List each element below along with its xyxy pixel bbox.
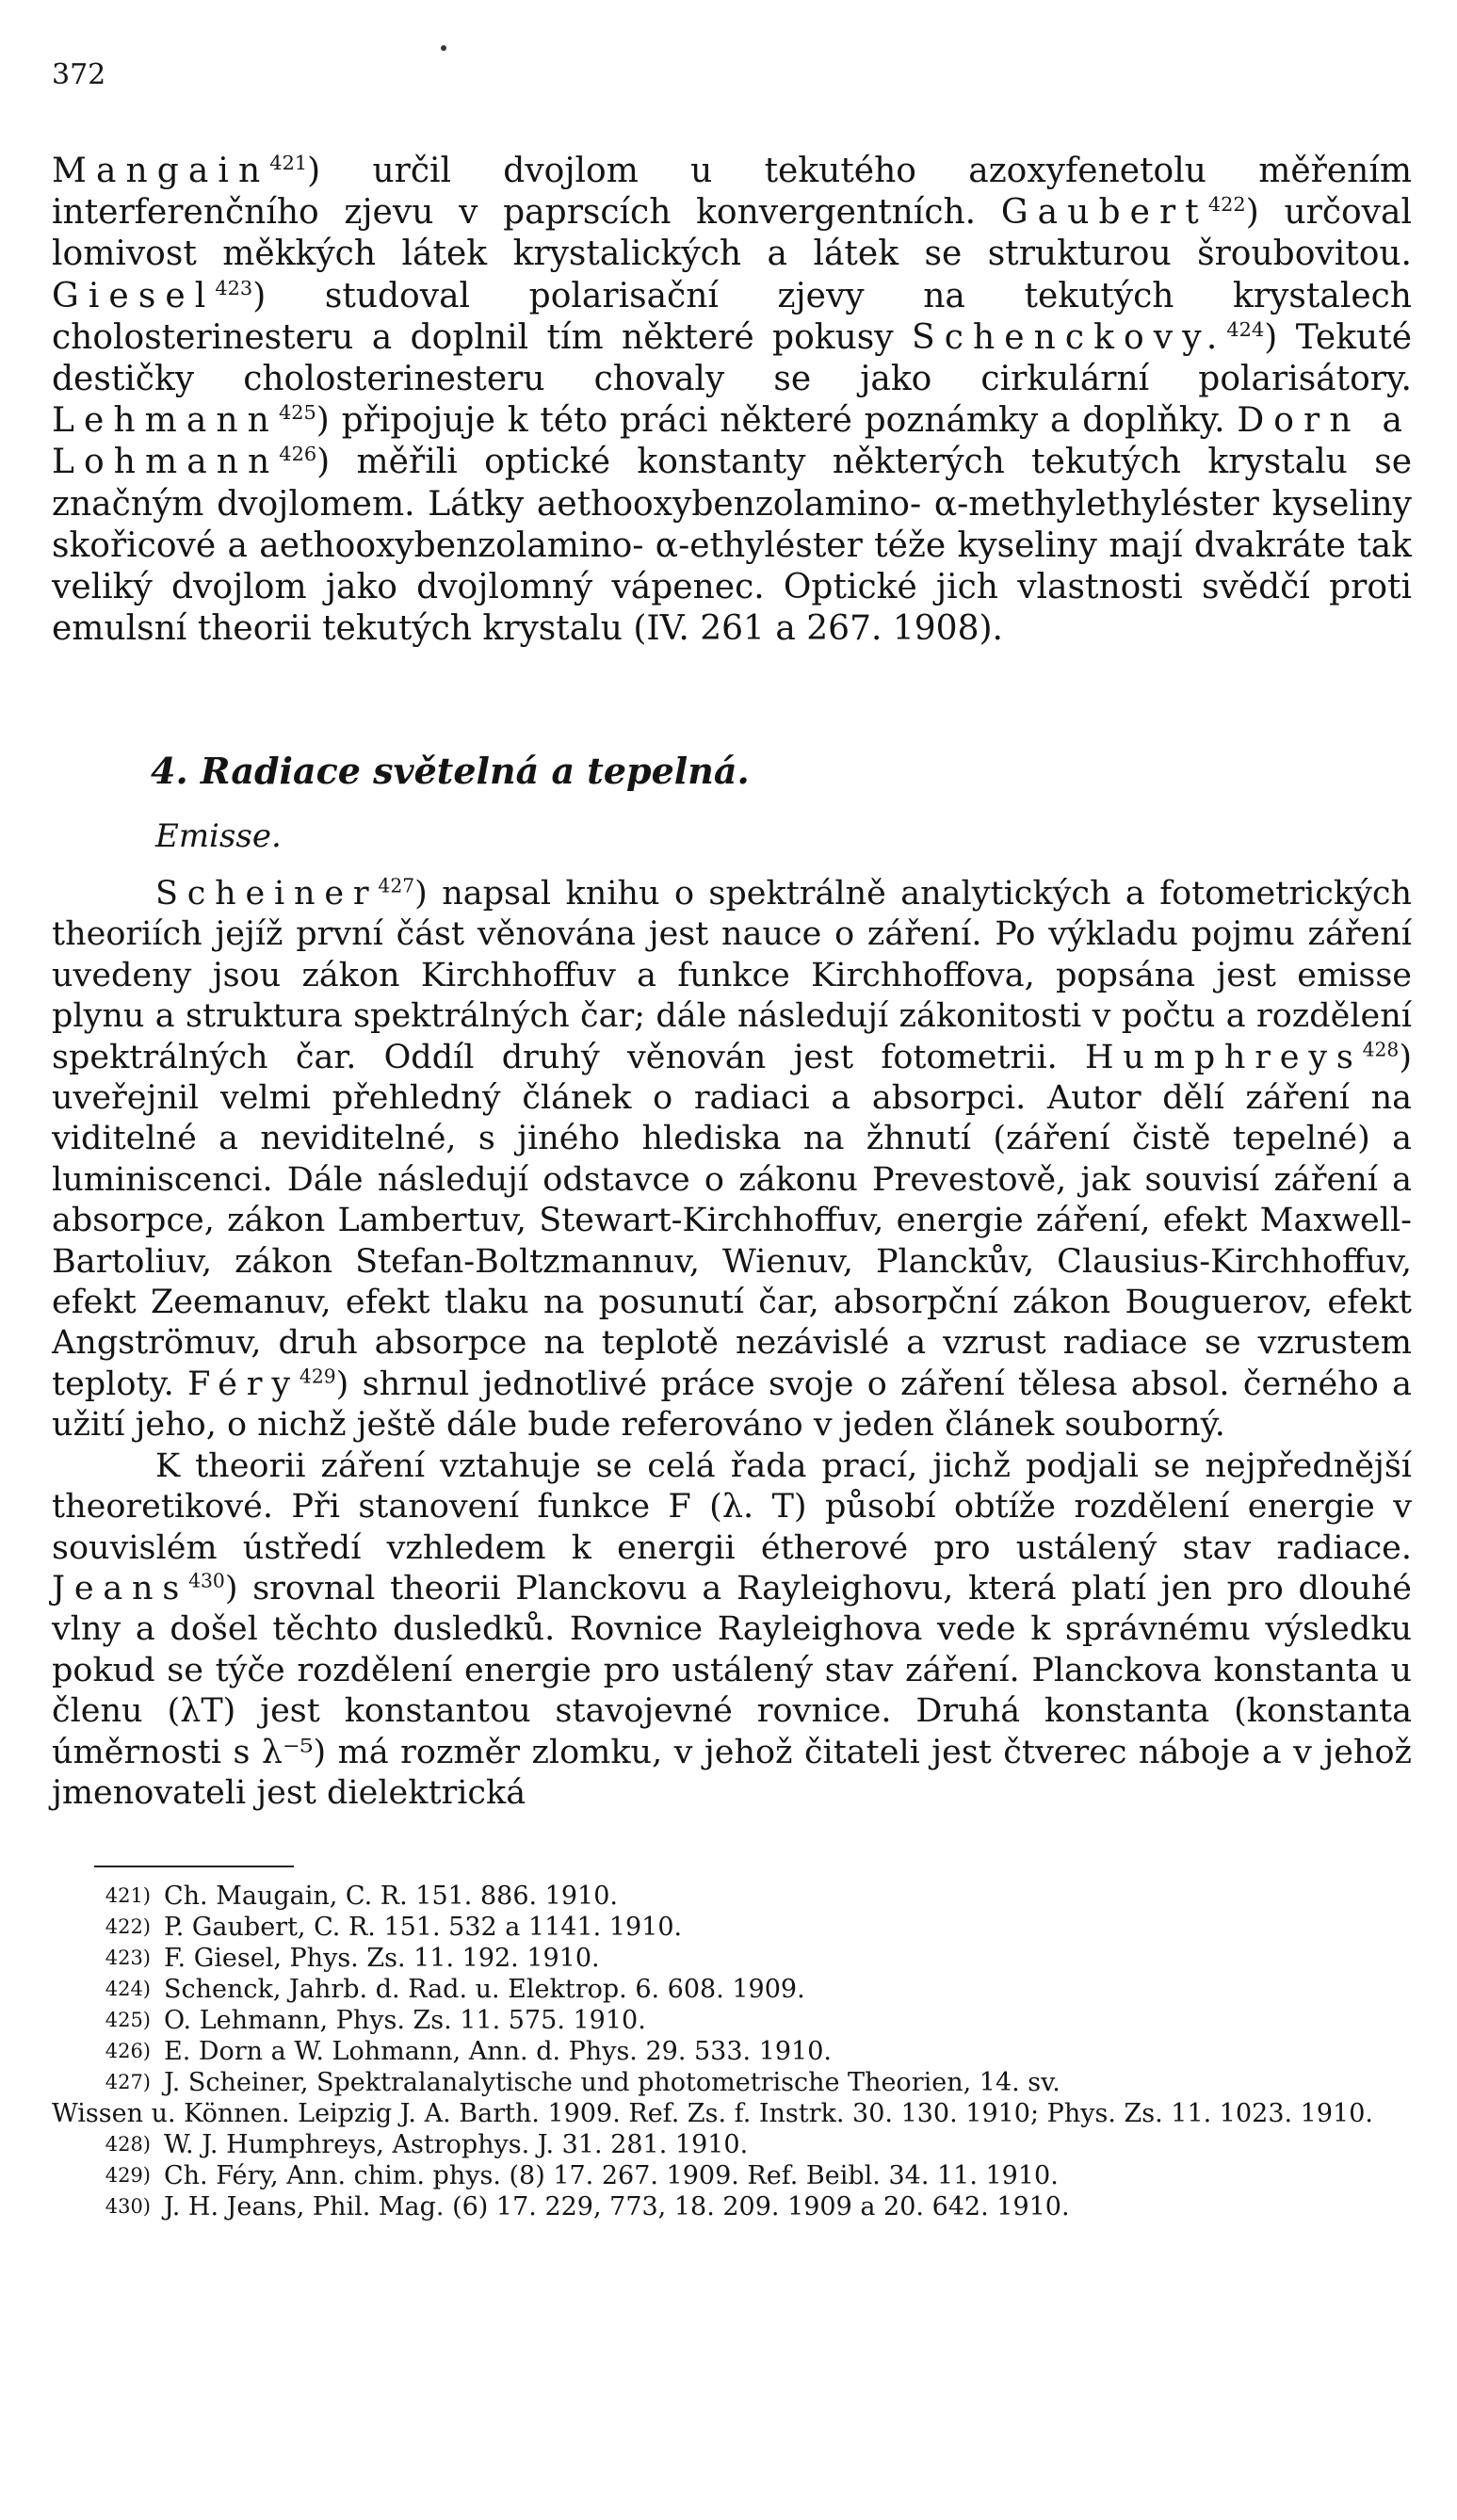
section-heading: 4. Radiace světelná a tepelná. [151, 750, 750, 792]
footnote-continuation: Wissen u. Können. Leipzig J. A. Barth. 1909. Ref. Zs. f. Instrk. 30. 130. 1910; Phys. Zs. 11. 1023. 1910. [52, 2099, 1373, 2128]
footnote [52, 1943, 1412, 1974]
author-name: Gaubert [1000, 193, 1208, 233]
footnote [52, 1881, 1412, 1912]
sentence: ) Tekuté destičky cholosterinesteru chovaly se jako cirkulární polarisátory. [52, 317, 1413, 399]
paragraph-2 [52, 874, 1412, 1446]
footnote-number: 424) [105, 1978, 151, 2000]
footnote-text: J. H. Jeans, Phil. Mag. (6) 17. 229, 773, 18. 209. 1909 a 20. 642. 1910. [164, 2192, 1070, 2221]
footnote-ref: 427 [378, 874, 415, 897]
sentence: ) uveřejnil velmi přehledný článek o radiaci a absorpci. Autor dělí záření na viditelné a neviditelné, s jiného hlediska na žhnutí (záření čistě tepelné) a luminiscenci. Dále následují odstavce o zákonu Prevestově, jak souvisí záření a absorpce, zákon Lambertuv, Stewart-Kirchhoffuv, energie záření, efekt Maxwell-Bartoliuv, zákon Stefan-Boltzmannuv, Wienuv, Planckův, Clausius-Kirchhoffuv, efekt Zeemanuv, efekt tlaku na posunutí čar, absorpční zákon Bouguerov, efekt Angströmuv, druh absorpce na teplotě nezávislé a vzrust radiace se vzrustem teploty. [52, 1038, 1412, 1403]
footnote-text: F. Giesel, Phys. Zs. 11. 192. 1910. [164, 1944, 600, 1973]
sentence: ) měřili optické konstanty některých tekutých krystalu se značným dvojlomem. Látky aethooxybenzolamino- α-methylethyléster kyseliny skořicové a aethooxybenzolamino- α-ethyléster téže kyseliny mají dvakráte tak veliký dvojlom jako dvojlomný vápenec. Optické jich vlastnosti svědčí proti emulsní theorii tekutých krystalu (IV. 261 a 267. 1908). [52, 443, 1412, 649]
footnote [52, 2005, 1412, 2036]
footnote-number: 425) [105, 2009, 151, 2031]
footnote [52, 2129, 1412, 2160]
sentence: ) určoval lomivost měkkých látek krystalických a látek se strukturou šroubovitou. [52, 193, 1412, 274]
footnote-number: 422) [105, 1915, 151, 1938]
sentence: ) připojuje k této práci některé poznámky a doplňky. [316, 401, 1225, 441]
footnote-divider [94, 1866, 294, 1867]
footnote-number: 427) [105, 2071, 151, 2093]
footnote-text: W. J. Humphreys, Astrophys. J. 31. 281. 1910. [164, 2130, 749, 2159]
sentence: ) studoval polarisační zjevy na tekutých krystalech cholosterinesteru a doplnil tím některé pokusy [52, 276, 1412, 357]
footnote-ref: 426 [279, 443, 317, 466]
author-name: Lehmann [52, 401, 279, 441]
footnote-number: 426) [105, 2040, 151, 2062]
footnote [52, 2191, 1412, 2222]
footnote-text: Schenck, Jahrb. d. Rad. u. Elektrop. 6. 608. 1909. [164, 1975, 805, 2004]
footnote-ref: 429 [299, 1365, 336, 1388]
footnote [52, 2036, 1412, 2067]
paragraph-1 [52, 151, 1412, 650]
footnote [52, 2067, 1412, 2098]
sentence: ) srovnal theorii Planckovu a Rayleighovu, která platí jen pro dlouhé vlny a došel těchto dusledků. Rovnice Rayleighova vede k správnému výsledku pokud se týče rozdělení energie pro ustálený stav záření. Planckova konstanta u členu (λT) jest konstantou stavojevné rovnice. Druhá konstanta (konstanta úměrnosti s λ⁻⁵) má rozměr zlomku, v jehož čitateli jest čtverec náboje a v jehož jmenovateli jest dielektrická [52, 1569, 1412, 1812]
footnote-ref: 422 [1207, 193, 1246, 217]
author-name: Féry [187, 1365, 299, 1403]
footnote-text: E. Dorn a W. Lohmann, Ann. d. Phys. 29. 533. 1910. [164, 2037, 832, 2066]
author-name: Schenckovy. [912, 317, 1227, 357]
sentence: ) určil dvojlom u tekutého azoxyfenetolu měřením interferenčního zjevu v paprscích konvergentních. [52, 152, 1412, 233]
footnote-text: J. Scheiner, Spektralanalytische und photometrische Theorien, 14. sv. [164, 2068, 1060, 2097]
author-name: Dorn a Lohmann [52, 401, 1412, 482]
footnote-text: Ch. Maugain, C. R. 151. 886. 1910. [164, 1882, 618, 1911]
paragraph-liquid-crystals [52, 151, 1412, 650]
footnote-ref: 424 [1226, 317, 1265, 341]
paragraph-3 [52, 1446, 1412, 1815]
footnote-ref: 430 [188, 1569, 225, 1592]
footnote-number: 428) [105, 2133, 151, 2156]
author-name: Giesel [52, 276, 216, 315]
section-body [52, 874, 1412, 1814]
footnote-text: Ch. Féry, Ann. chim. phys. (8) 17. 267. 1909. Ref. Beibl. 34. 11. 1910. [164, 2161, 1059, 2190]
sentence: ) napsal knihu o spektrálně analytických a fotometrických theoriích jejíž první část věnována jest nauce o záření. Po výkladu pojmu záření uvedeny jsou zákon Kirchhoffuv a funkce Kirchhoffova, popsána jest emisse plynu a struktura spektrálných čar; dále následují zákonitosti v počtu a rozdělení spektrálných čar. Oddíl druhý věnován jest fotometrii. [52, 875, 1412, 1076]
author-name: Humphreys [1085, 1038, 1363, 1076]
author-name: Scheiner [155, 875, 379, 913]
page-number: 372 [52, 58, 106, 91]
footnotes [52, 1881, 1412, 2222]
footnote-number: 430) [105, 2195, 151, 2218]
footnote-ref: 428 [1362, 1037, 1400, 1060]
sentence: ) shrnul jednotlivé práce svoje o záření tělesa absol. černého a užití jeho, o nichž ještě dále bude referováno v jeden článek souborný. [52, 1365, 1412, 1445]
footnote [52, 1912, 1412, 1943]
print-speck [441, 45, 446, 51]
footnote-text: P. Gaubert, C. R. 151. 532 a 1141. 1910. [164, 1913, 683, 1942]
author-name: Jeans [52, 1569, 189, 1607]
footnote-number: 429) [105, 2164, 151, 2187]
footnote-ref: 421 [269, 152, 308, 174]
author-name: Mangain [52, 152, 270, 190]
footnote-number: 421) [105, 1884, 151, 1907]
footnote-text: O. Lehmann, Phys. Zs. 11. 575. 1910. [164, 2006, 646, 2035]
footnote-ref: 423 [215, 276, 253, 299]
subsection-heading: Emisse. [155, 817, 282, 855]
footnote-ref: 425 [278, 401, 316, 425]
footnote-number: 423) [105, 1947, 151, 1969]
footnote [52, 2160, 1412, 2191]
sentence: K theorii záření vztahuje se celá řada prací, jichž podjali se nejpřednější theoretikové. Při stanovení funkce F (λ. T) působí obtíže rozdělení energie v souvislém ústředí vzhledem k energii étherové pro ustálený stav radiace. [52, 1446, 1412, 1567]
footnote [52, 1974, 1412, 2005]
